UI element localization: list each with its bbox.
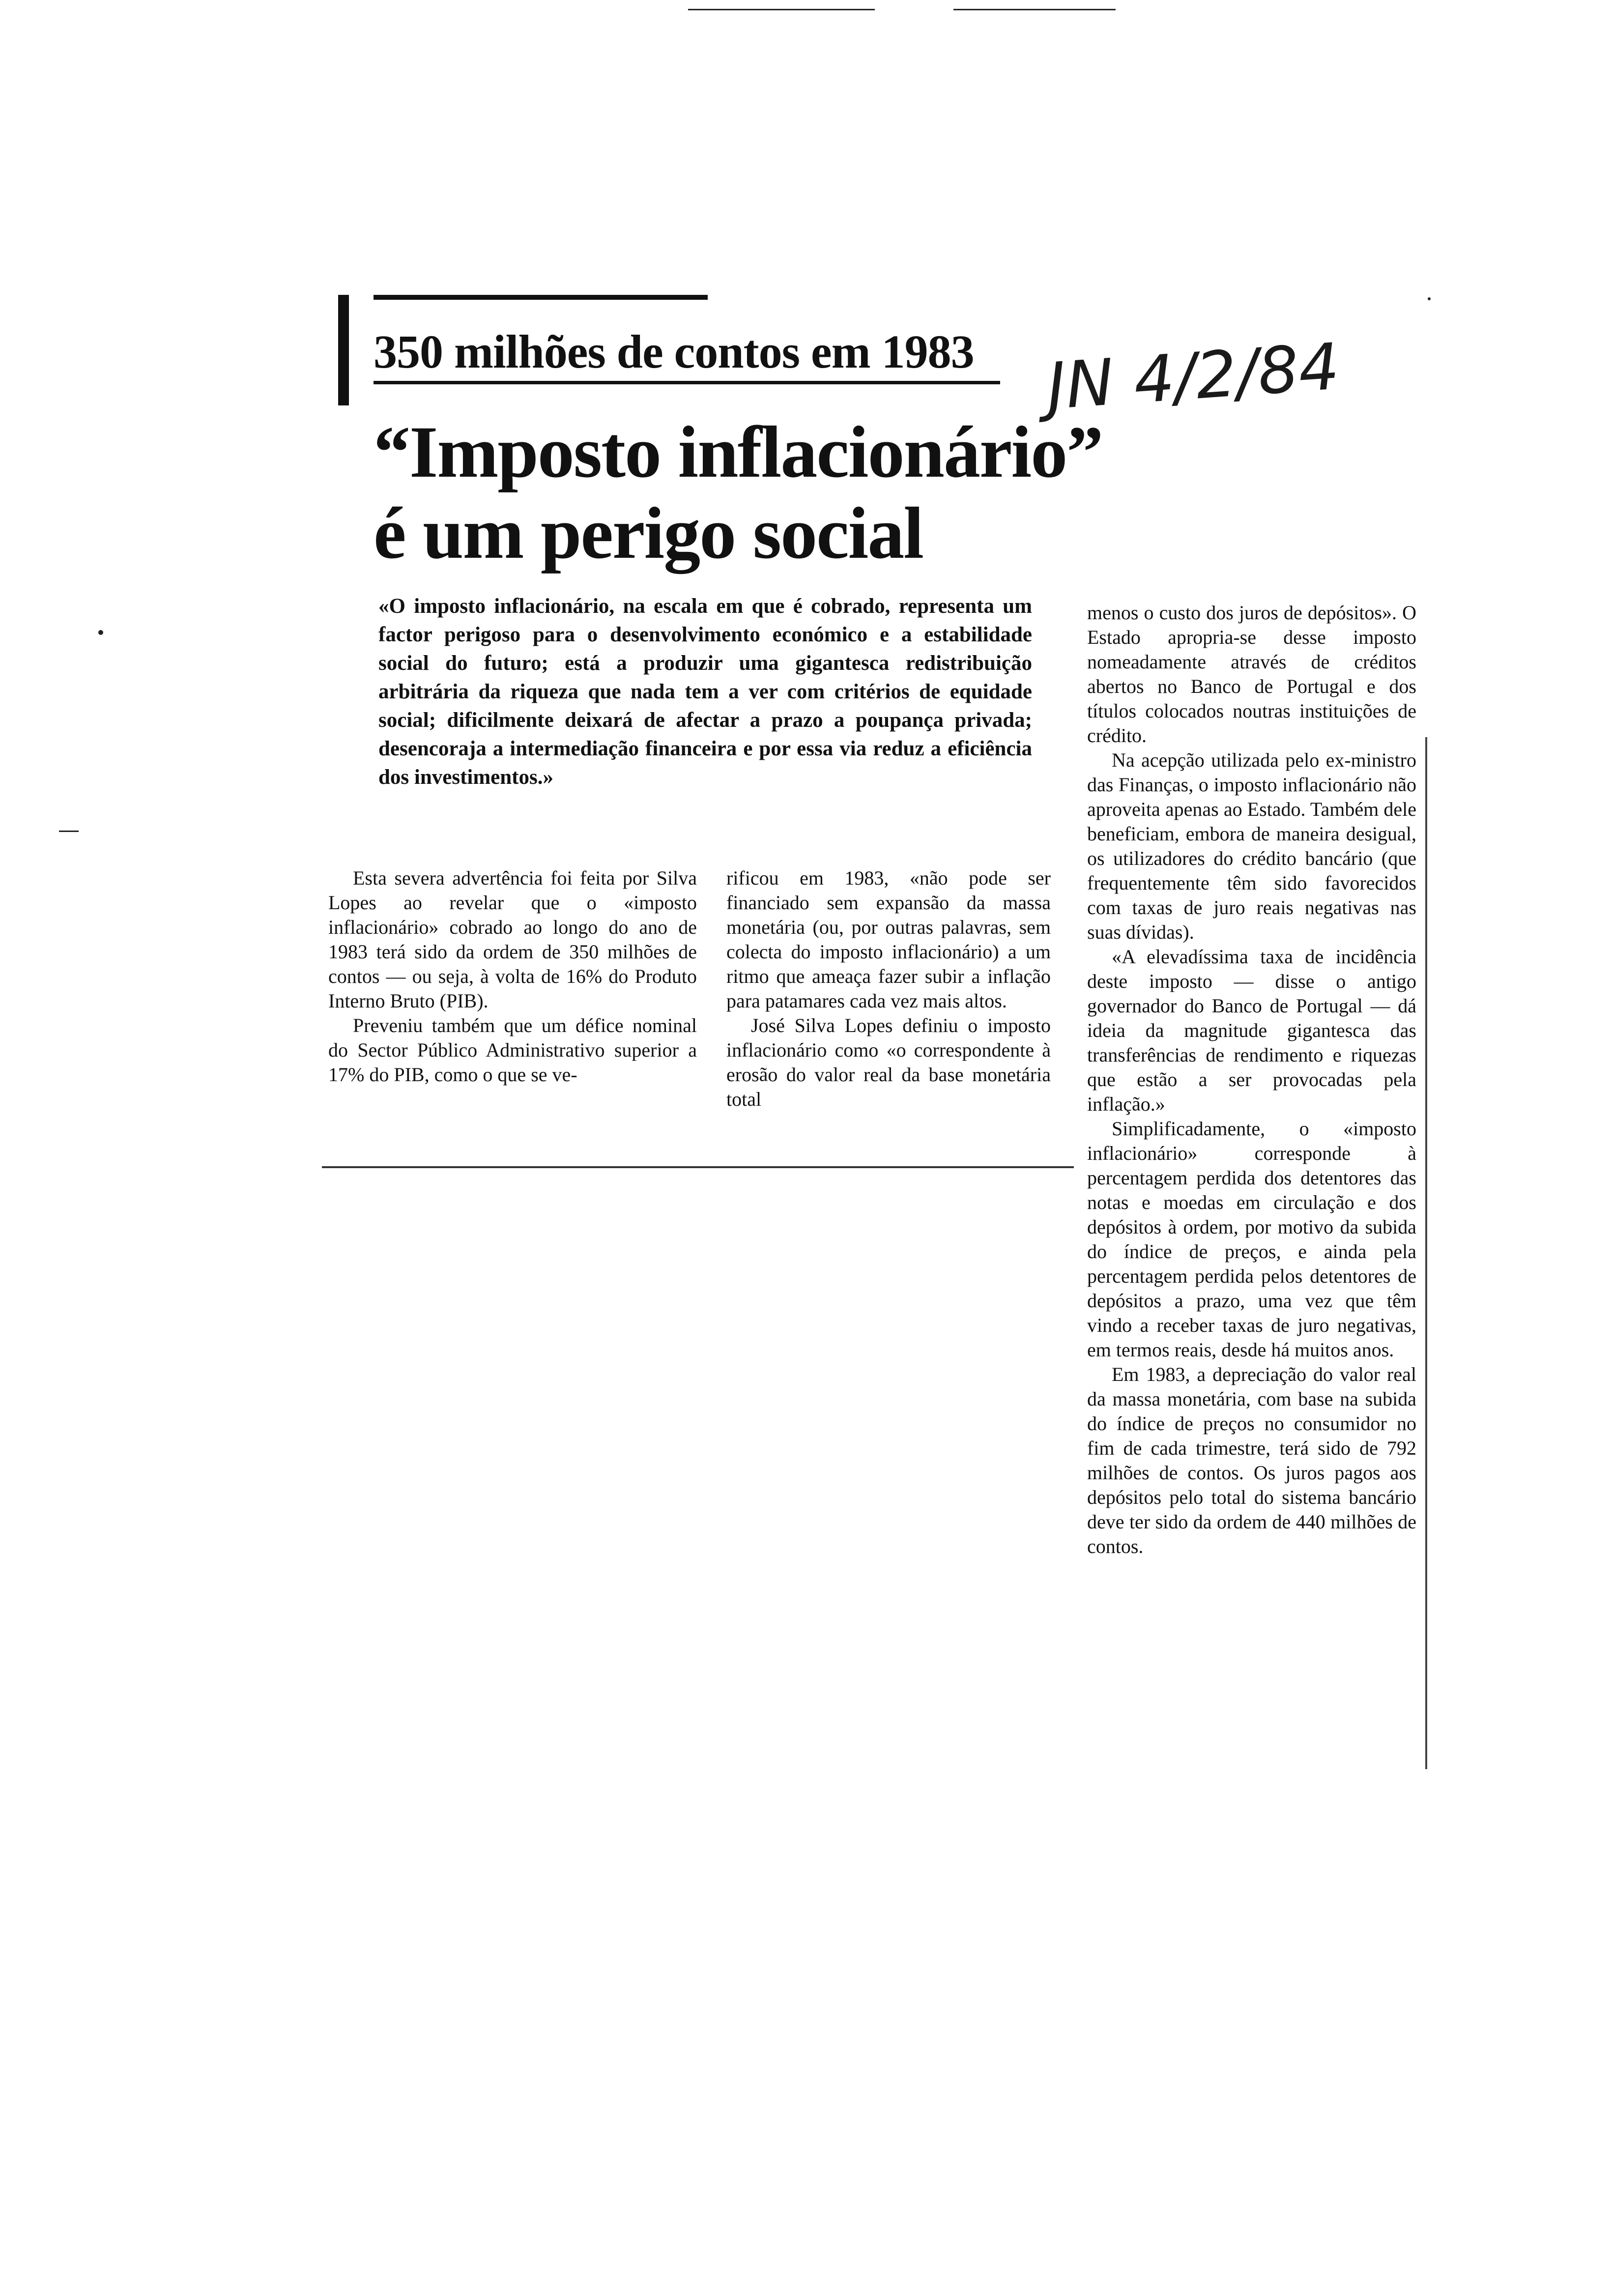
scan-speck xyxy=(1428,297,1431,300)
scan-artifact-top-line xyxy=(688,9,875,10)
headline-line-2: é um perigo social xyxy=(374,492,923,574)
column-2-paragraph-2: José Silva Lopes definiu o imposto inflacionário como «o correspondente à erosão do valor real da base monetária total xyxy=(726,1014,1051,1110)
column-3-paragraph-3: «A elevadíssima taxa de incidência deste imposto — disse o antigo governador do Banco de Portugal — dá ideia da magnitude gigantesca das transferências de rendimento e riquezas que estão a ser provocadas pela inflação.» xyxy=(1087,946,1416,1115)
column-1-paragraph-2: Preveniu também que um défice nominal do Sector Público Administrativo superior a 17% do PIB, como o que se ve- xyxy=(328,1014,697,1086)
top-rule xyxy=(374,295,708,300)
right-column-rule xyxy=(1425,737,1427,1769)
scan-speck xyxy=(98,630,103,635)
kicker-underline xyxy=(374,381,1000,384)
columns-bottom-rule xyxy=(322,1166,1074,1168)
article-lead: «O imposto inflacionário, na escala em que é cobrado, representa um factor perigoso para o desenvolvimento económico e a estabilidade social do futuro; está a produzir uma gigantesca redistribuição arbitrária da riqueza que nada tem a ver com critérios de equidade social; dificilmente deixará de afectar a prazo a poupança privada; desencoraja a intermediação financeira e por essa via reduz a eficiência dos investimentos.» xyxy=(378,595,1032,789)
column-3-paragraph-4: Simplificadamente, o «imposto inflacionário» corresponde à percentagem perdida dos detentores das notas e moedas em circulação e dos depósitos à ordem, por motivo da subida do índice de preços, e ainda pela percentagem perdida pelos detentores de depósitos a prazo, uma vez que têm vindo a receber taxas de juro negativas, em termos reais, desde há muitos anos. xyxy=(1087,1118,1416,1361)
scan-artifact-top-line xyxy=(953,9,1116,10)
column-1-paragraph-1: Esta severa advertência foi feita por Silva Lopes ao revelar que o «imposto inflacionário» cobrado ao longo do ano de 1983 terá sido da ordem de 350 milhões de contos — ou seja, à volta de 16% do Produto Interno Bruto (PIB). xyxy=(328,867,697,1012)
headline-side-bar xyxy=(338,295,349,405)
article-kicker: 350 milhões de contos em 1983 xyxy=(374,325,974,378)
column-3-paragraph-1: menos o custo dos juros de depósitos». O Estado apropria-se desse imposto nomeadamente através de créditos abertos no Banco de Portugal e dos títulos colocados noutras instituições de crédito. xyxy=(1087,602,1416,746)
handwritten-date-note: JN 4/2/84 xyxy=(1044,329,1342,424)
column-3-paragraph-2: Na acepção utilizada pelo ex-ministro das Finanças, o imposto inflacionário não aproveita apenas ao Estado. Também dele beneficiam, embora de maneira desigual, os utilizadores do crédito bancário (que frequentemente têm sido favorecidos com taxas de juro reais negativas nas suas dívidas). xyxy=(1087,749,1416,943)
column-2-paragraph-1: rificou em 1983, «não pode ser financiado sem expansão da massa monetária (ou, por outras palavras, sem colecta do imposto inflacionário) a um ritmo que ameaça fazer subir a inflação para patamares cada vez mais altos. xyxy=(726,867,1051,1012)
headline-line-1: “Imposto inflacionário” xyxy=(374,411,1103,493)
column-3-paragraph-5: Em 1983, a depreciação do valor real da massa monetária, com base na subida do índice de preços no consumidor no fim de cada trimestre, terá sido de 792 milhões de contos. Os juros pagos aos depósitos pelo total do sistema bancário deve ter sido da ordem de 440 milhões de contos. xyxy=(1087,1363,1416,1557)
scan-artifact-left-dash xyxy=(59,831,79,832)
column-1 xyxy=(328,866,697,1087)
column-3 xyxy=(1087,601,1416,1559)
column-2 xyxy=(726,866,1051,1112)
